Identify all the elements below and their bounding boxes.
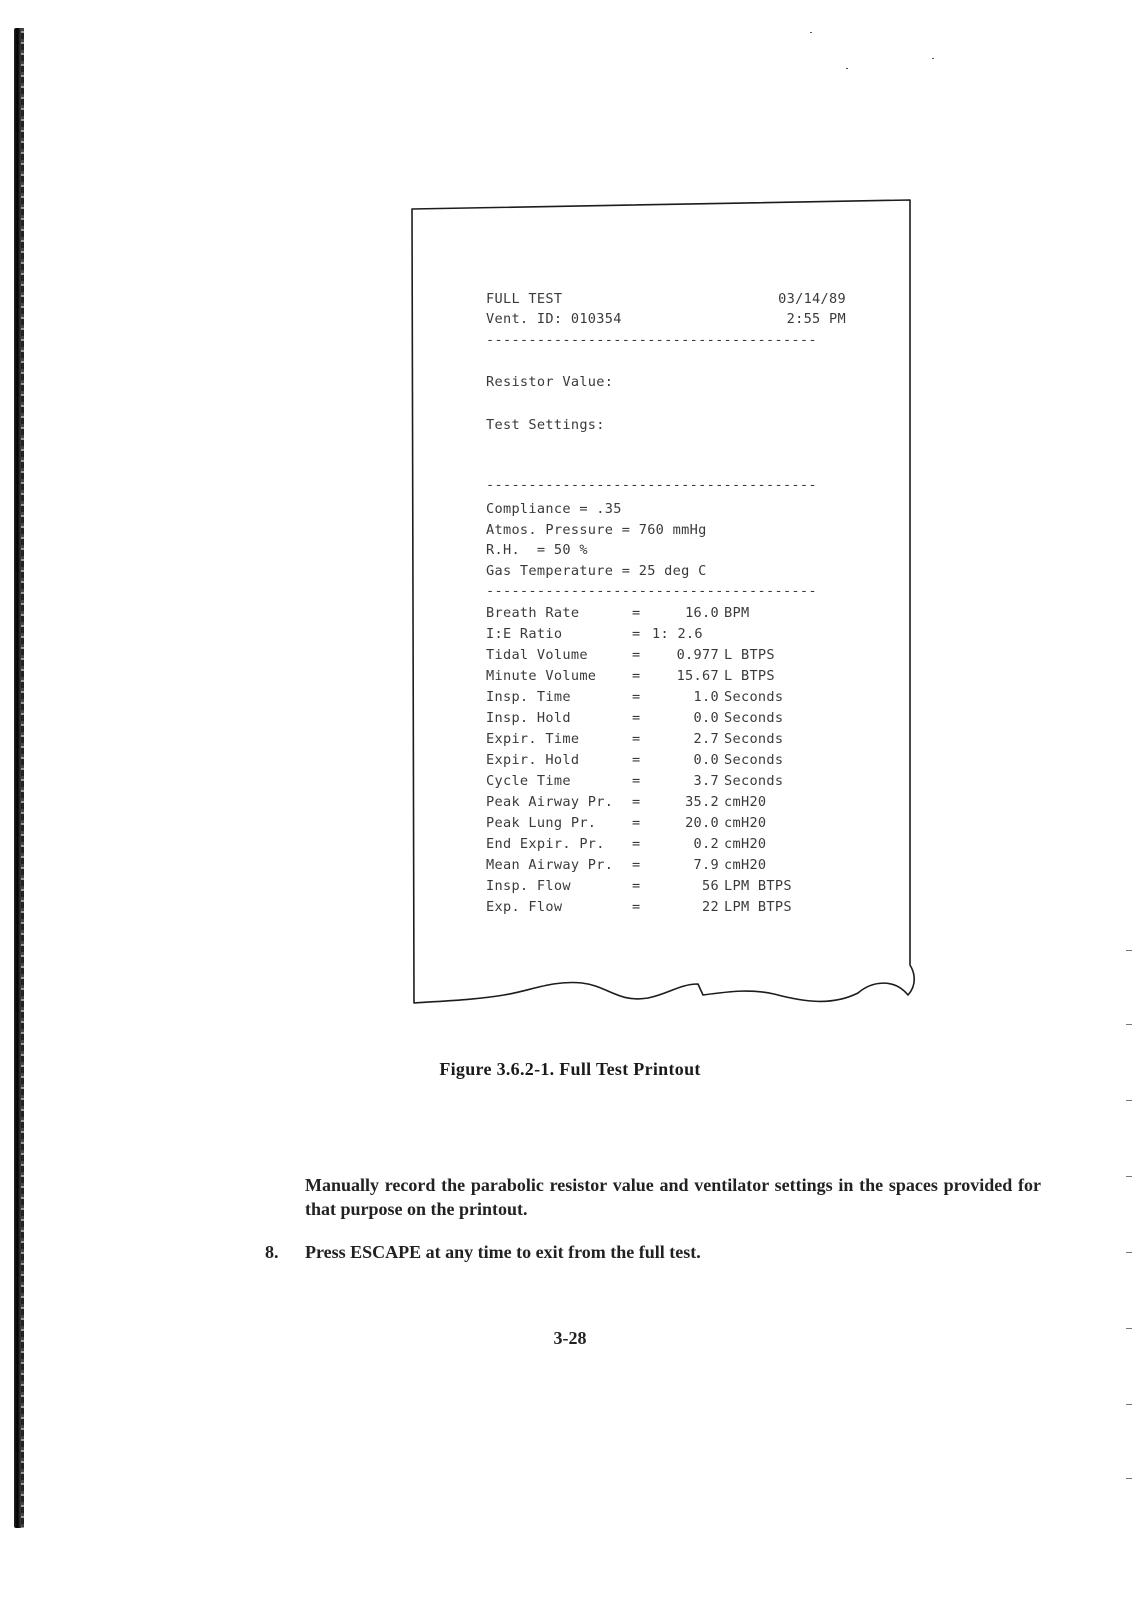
measurement-value-group — [652, 603, 842, 624]
measurement-label: Minute Volume — [486, 668, 597, 685]
measurement-unit: L BTPS — [724, 668, 775, 685]
scan-speck — [810, 32, 812, 33]
printout-divider: --------------------------------------- — [486, 476, 817, 493]
measurement-value-group — [652, 729, 842, 750]
measurement-unit: L BTPS — [724, 647, 775, 664]
measurement-unit: LPM BTPS — [724, 899, 792, 916]
measurement-unit: Seconds — [724, 731, 784, 748]
measurement-value: 0.0 — [693, 752, 719, 769]
printout-vent-id: Vent. ID: 010354 — [486, 311, 622, 328]
measurement-row — [486, 708, 846, 729]
measurement-label: Insp. Hold — [486, 710, 571, 727]
scan-edge-mark — [1126, 1252, 1132, 1253]
measurement-equals: = — [632, 647, 641, 664]
scan-edge-mark — [1126, 1024, 1132, 1025]
measurement-label: I:E Ratio — [486, 626, 563, 643]
measurement-row — [486, 603, 846, 624]
measurement-value: 1: 2.6 — [652, 626, 703, 643]
measurement-value-group — [652, 687, 842, 708]
measurement-row — [486, 666, 846, 687]
measurement-value-group — [652, 813, 842, 834]
measurement-equals: = — [632, 605, 641, 622]
measurement-value: 15.67 — [676, 668, 719, 685]
measurement-unit: cmH20 — [724, 836, 767, 853]
measurement-value: 22 — [702, 899, 719, 916]
measurement-row — [486, 687, 846, 708]
measurement-equals: = — [632, 773, 641, 790]
measurement-unit: BPM — [724, 605, 750, 622]
scan-binding-edge — [14, 28, 23, 1528]
measurement-list — [486, 603, 846, 918]
scan-speck — [846, 68, 848, 69]
measurement-unit: Seconds — [724, 752, 784, 769]
printout-time: 2:55 PM — [786, 311, 846, 328]
measurement-row — [486, 813, 846, 834]
measurement-value-group — [652, 750, 842, 771]
measurement-label: Tidal Volume — [486, 647, 588, 664]
measurement-value: 3.7 — [693, 773, 719, 790]
measurement-value-group — [652, 708, 842, 729]
measurement-unit: Seconds — [724, 689, 784, 706]
measurement-row — [486, 834, 846, 855]
measurement-unit — [724, 624, 842, 645]
measurement-unit: LPM BTPS — [724, 878, 792, 895]
measurement-unit: cmH20 — [724, 857, 767, 874]
measurement-row — [486, 876, 846, 897]
measurement-unit: Seconds — [724, 773, 784, 790]
measurement-label: Peak Lung Pr. — [486, 815, 597, 832]
measurement-equals: = — [632, 815, 641, 832]
measurement-value-group — [652, 855, 842, 876]
measurement-row — [486, 624, 846, 645]
measurement-row — [486, 897, 846, 918]
scan-edge-mark — [1126, 950, 1132, 951]
measurement-label: Expir. Time — [486, 731, 580, 748]
measurement-equals: = — [632, 857, 641, 874]
printout-tape — [486, 289, 846, 918]
measurement-unit: Seconds — [724, 710, 784, 727]
printout-header-row — [486, 309, 846, 329]
measurement-value-group — [652, 666, 842, 687]
measurement-value: 0.2 — [693, 836, 719, 853]
measurement-equals: = — [632, 668, 641, 685]
measurement-row — [486, 855, 846, 876]
measurement-value: 0.0 — [693, 710, 719, 727]
measurement-equals: = — [632, 794, 641, 811]
measurement-value: 2.7 — [693, 731, 719, 748]
figure-caption: Figure 3.6.2-1. Full Test Printout — [439, 1059, 701, 1079]
printout-date: 03/14/89 — [778, 291, 846, 307]
measurement-label: Insp. Time — [486, 689, 571, 706]
measurement-value: 20.0 — [685, 815, 719, 832]
instruction-paragraph: Manually record the parabolic resistor value and ventilator settings in the spaces provided for that purpose on the printout. — [305, 1175, 1041, 1219]
measurement-unit: cmH20 — [724, 794, 767, 811]
measurement-row — [486, 729, 846, 750]
measurement-row — [486, 750, 846, 771]
scan-edge-mark — [1126, 1478, 1132, 1479]
procedure-step — [265, 1240, 1045, 1264]
measurement-equals: = — [632, 710, 641, 727]
printout-divider: --------------------------------------- — [486, 582, 817, 599]
page-number: 3-28 — [553, 1328, 587, 1348]
scan-edge-mark — [1126, 1100, 1132, 1101]
measurement-value: 56 — [702, 878, 719, 895]
condition-line: R.H. = 50 % — [486, 542, 588, 559]
measurement-label: Mean Airway Pr. — [486, 857, 614, 874]
measurement-value-group — [652, 645, 842, 666]
measurement-equals: = — [632, 878, 641, 895]
step-number: 8. — [265, 1242, 279, 1262]
printout-title: FULL TEST — [486, 291, 563, 307]
scan-edge-mark — [1126, 1176, 1132, 1177]
measurement-value-group — [652, 897, 842, 918]
measurement-label: Exp. Flow — [486, 899, 563, 916]
measurement-equals: = — [632, 626, 641, 643]
scan-speck — [932, 58, 934, 59]
measurement-label: Insp. Flow — [486, 878, 571, 895]
printout-divider: --------------------------------------- — [486, 331, 817, 348]
condition-line: Compliance = .35 — [486, 501, 622, 518]
measurement-equals: = — [632, 836, 641, 853]
measurement-label: Cycle Time — [486, 773, 571, 790]
measurement-equals: = — [632, 899, 641, 916]
scan-edge-mark — [1126, 1328, 1132, 1329]
measurement-label: Expir. Hold — [486, 752, 580, 769]
printout-figure — [412, 203, 928, 1023]
measurement-value-group — [652, 834, 842, 855]
measurement-value: 1.0 — [693, 689, 719, 706]
measurement-row — [486, 645, 846, 666]
test-settings-label: Test Settings: — [486, 416, 605, 433]
scan-edge-mark — [1126, 1404, 1132, 1405]
printout-header-row — [486, 289, 846, 309]
measurement-value: 7.9 — [693, 857, 719, 874]
condition-line: Gas Temperature = 25 deg C — [486, 562, 707, 579]
measurement-equals: = — [632, 752, 641, 769]
measurement-label: End Expir. Pr. — [486, 836, 605, 853]
measurement-value: 0.977 — [676, 647, 719, 664]
measurement-value-group — [652, 624, 842, 645]
resistor-value-label: Resistor Value: — [486, 374, 614, 391]
measurement-label: Breath Rate — [486, 605, 580, 622]
measurement-value-group — [652, 771, 842, 792]
measurement-value: 35.2 — [685, 794, 719, 811]
step-text: Press ESCAPE at any time to exit from the full test. — [305, 1242, 701, 1262]
measurement-row — [486, 771, 846, 792]
measurement-equals: = — [632, 731, 641, 748]
measurement-row — [486, 792, 846, 813]
measurement-value: 16.0 — [685, 605, 719, 622]
measurement-equals: = — [632, 689, 641, 706]
condition-line: Atmos. Pressure = 760 mmHg — [486, 521, 707, 538]
measurement-value-group — [652, 792, 842, 813]
measurement-value-group — [652, 876, 842, 897]
measurement-unit: cmH20 — [724, 815, 767, 832]
measurement-label: Peak Airway Pr. — [486, 794, 614, 811]
